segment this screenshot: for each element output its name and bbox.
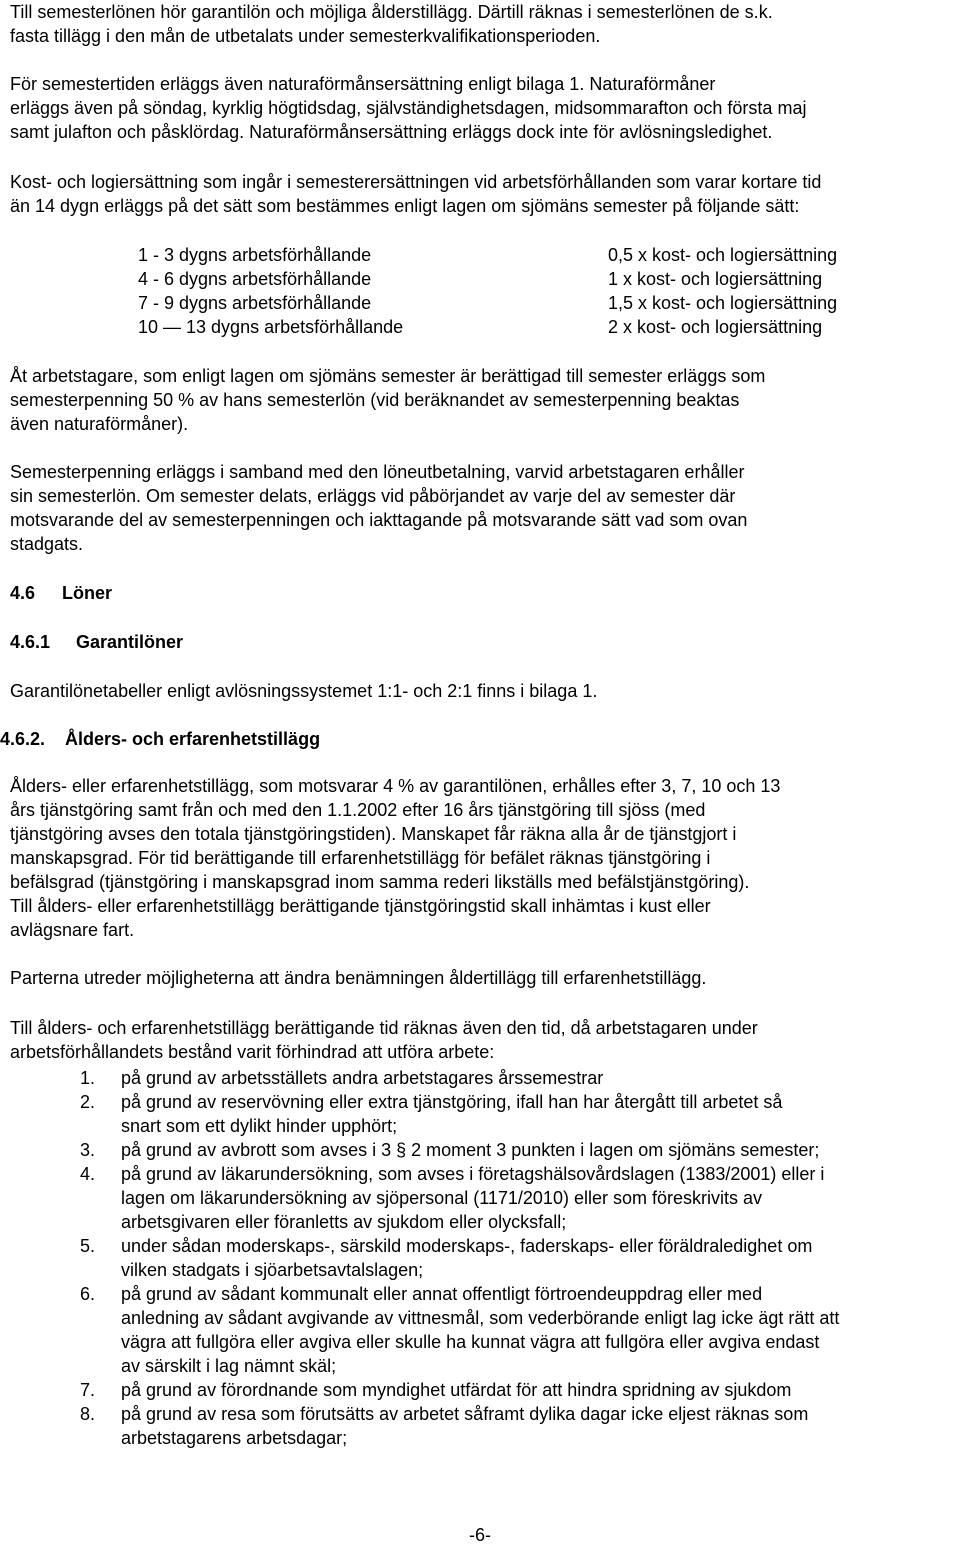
paragraph-semesterpenning: Åt arbetstagare, som enligt lagen om sjömäns semester är berättigad till semester erläggs som semesterpenning 50 % av hans semesterlön (vid beräknandet av semesterpenning beaktas även naturaförmåner). bbox=[10, 366, 766, 434]
numbered-list bbox=[80, 1066, 958, 1450]
period-cell: 4 - 6 dygns arbetsförhållande bbox=[138, 269, 372, 289]
compensation-cell: 2 x kost- och logiersättning bbox=[608, 317, 823, 337]
compensation-table bbox=[138, 243, 938, 339]
list-item: 6. på grund av sådant kommunalt eller annat offentligt förtroendeuppdrag eller med anledning av sådant avgivande av vittnesmål, som vederbörande enligt lag icke ägt rätt att vägra att fullgöra eller avgiva eller skulle ha kunnat vägra att fullgöra eller avgiva endast av särskilt i lag nämnt skäl; bbox=[80, 1284, 840, 1376]
paragraph-benamning: Parterna utreder möjligheterna att ändra benämningen åldertillägg till erfarenhetstillägg. bbox=[10, 968, 707, 988]
period-cell: 10 — 13 dygns arbetsförhållande bbox=[138, 317, 404, 337]
page-number: -6- bbox=[469, 1525, 491, 1545]
list-item: 5. under sådan moderskaps-, särskild moderskaps-, faderskaps- eller föräldraledighet om vilken stadgats i sjöarbetsavtalslagen; bbox=[80, 1236, 813, 1280]
list-item: 2. på grund av reservövning eller extra tjänstgöring, ifall han har återgått till arbetet så snart som ett dylikt hinder upphört; bbox=[80, 1092, 783, 1136]
paragraph-erfarenhetstillagg: Ålders- eller erfarenhetstillägg, som motsvarar 4 % av garantilönen, erhålles efter 3, 7, 10 och 13 års tjänstgöring samt från och med den 1.1.2002 efter 16 års tjänstgöring till sjöss (med tjänstgöring avses den totala tjänstgöringstiden). Manskapet får räkna alla år de tjänstgjort i manskapsgrad. För tid berättigande till erfarenhetstillägg för befälet räknas tjänstgöring i befälsgrad (tjänstgöring i manskapsgrad inom samma rederi likställs med befälstjänstgöring). Till ålders- eller erfarenhetstillägg berättigande tjänstgöringstid skall inhämtas i kust eller avlägsnare fart. bbox=[10, 776, 781, 940]
paragraph-naturaformaner: För semestertiden erläggs även naturaförmånsersättning enligt bilaga 1. Naturaförmåner erläggs även på söndag, kyrklig högtidsdag, självständighetsdagen, midsommarafton och första maj samt julafton och påsklördag. Naturaförmånsersättning erläggs dock inte för avlösningsledighet. bbox=[10, 74, 807, 142]
period-cell: 1 - 3 dygns arbetsförhållande bbox=[138, 245, 372, 265]
table-row bbox=[138, 315, 938, 339]
compensation-cell: 1,5 x kost- och logiersättning bbox=[608, 293, 838, 313]
compensation-cell: 1 x kost- och logiersättning bbox=[608, 269, 823, 289]
section-heading-garantiloner: 4.6.1 Garantilöner bbox=[10, 632, 184, 652]
list-item: 7. på grund av förordnande som myndighet utfärdat för att hindra spridning av sjukdom bbox=[80, 1380, 792, 1400]
table-row bbox=[138, 243, 938, 267]
paragraph-berattigande-tid: Till ålders- och erfarenhetstillägg berättigande tid räknas även den tid, då arbetstagaren under arbetsförhållandets bestånd varit förhindrad att utföra arbete: bbox=[10, 1018, 758, 1062]
section-heading-alderstillagg: 4.6.2. Ålders- och erfarenhetstillägg bbox=[0, 729, 321, 749]
list-item: 1. på grund av arbetsställets andra arbetstagares årssemestrar bbox=[80, 1068, 604, 1088]
list-item: 4. på grund av läkarundersökning, som avses i företagshälsovårdslagen (1383/2001) eller i lagen om läkarundersökning av sjöpersonal (1171/2010) eller som föreskrivits av arbetsgivaren eller föranletts av sjukdom eller olycksfall; bbox=[80, 1164, 825, 1232]
list-item: 3. på grund av avbrott som avses i 3 § 2 moment 3 punkten i lagen om sjömäns semester; bbox=[80, 1140, 820, 1160]
table-row bbox=[138, 267, 938, 291]
paragraph-kost-logi: Kost- och logiersättning som ingår i semesterersättningen vid arbetsförhållanden som varar kortare tid än 14 dygn erläggs på det sätt som bestämmes enligt lagen om sjömäns semester på följande sätt: bbox=[10, 172, 822, 216]
paragraph-semesterlon: Till semesterlönen hör garantilön och möjliga ålderstillägg. Därtill räknas i semesterlönen de s.k. fasta tillägg i den mån de utbetalats under semesterkvalifikationsperioden. bbox=[10, 2, 773, 46]
table-row bbox=[138, 291, 938, 315]
list-item: 8. på grund av resa som förutsätts av arbetet såframt dylika dagar icke eljest räknas som arbetstagarens arbetsdagar; bbox=[80, 1404, 809, 1448]
paragraph-garantilonetabeller: Garantilönetabeller enligt avlösningssystemet 1:1- och 2:1 finns i bilaga 1. bbox=[10, 681, 598, 701]
paragraph-utbetalning: Semesterpenning erläggs i samband med den löneutbetalning, varvid arbetstagaren erhåller sin semesterlön. Om semester delats, erläggs vid påbörjandet av varje del av semester där motsvarande del av semesterpenningen och iakttagande på motsvarande sätt vad som ovan stadgats. bbox=[10, 462, 748, 554]
period-cell: 7 - 9 dygns arbetsförhållande bbox=[138, 293, 372, 313]
compensation-cell: 0,5 x kost- och logiersättning bbox=[608, 245, 838, 265]
section-heading-loner: 4.6 Löner bbox=[10, 583, 113, 603]
